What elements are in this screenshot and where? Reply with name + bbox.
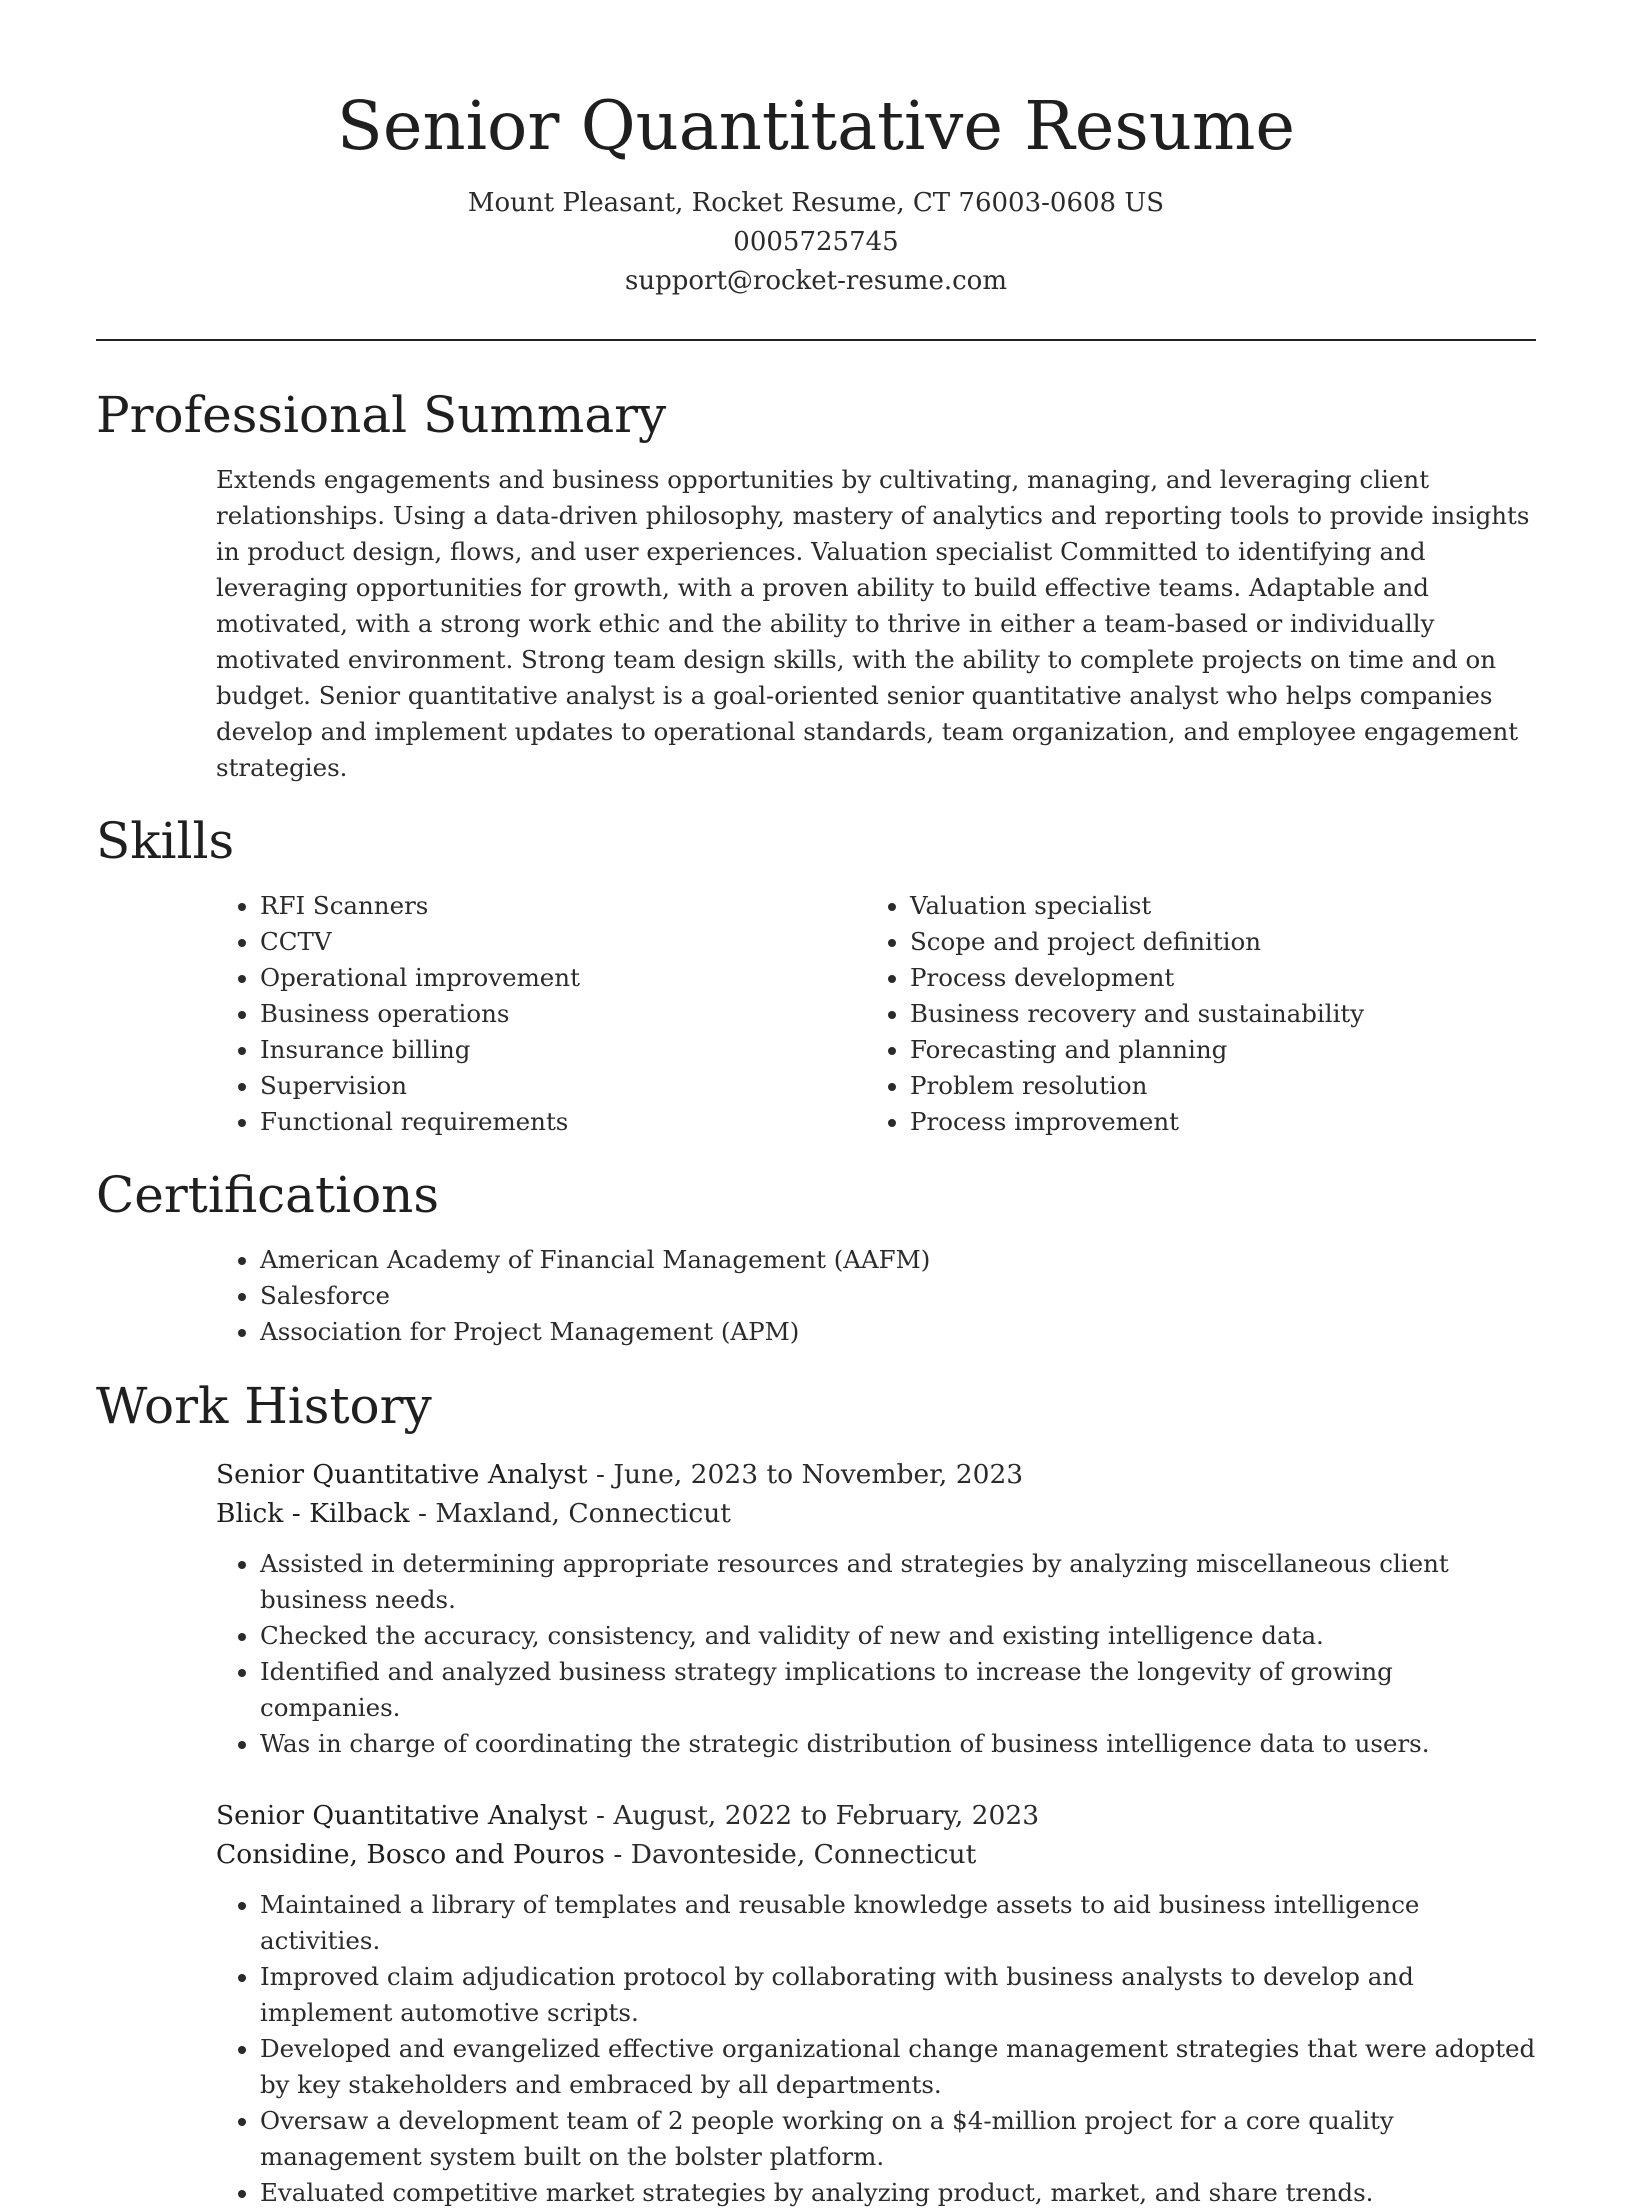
job-bullet: • Oversaw a development team of 2 people working on a $4-million project for a core quality management system built on the bolster platform.	[260, 2103, 1536, 2175]
resume-header	[96, 0, 1536, 301]
skill-item: • Business operations	[260, 996, 866, 1032]
job-company-line: Blick - Kilback - Maxland, Connecticut	[216, 1498, 731, 1529]
job-bullet: • Identified and analyzed business strategy implications to increase the longevity of growing companies.	[260, 1654, 1536, 1726]
job-bullet: • Developed and evangelized effective organizational change management strategies that were adopted by key stakeholders and embraced by all departments.	[260, 2031, 1536, 2103]
job-company-line: Considine, Bosco and Pouros - Davonteside, Connecticut	[216, 1839, 977, 1870]
skill-item: • Functional requirements	[260, 1104, 866, 1140]
job-bullet: • Improved claim adjudication protocol by collaborating with business analysts to develop and implement automotive scripts.	[260, 1959, 1536, 2031]
job-bullet: • Evaluated competitive market strategies by analyzing product, market, and share trends.	[260, 2175, 1536, 2211]
job-location: Maxland, Connecticut	[435, 1498, 731, 1529]
skills-list-left	[216, 888, 866, 1140]
job-role: Senior Quantitative Analyst	[216, 1459, 588, 1490]
skill-item: • RFI Scanners	[260, 888, 866, 924]
job-bullet-list	[216, 1546, 1536, 1762]
job-company: Blick - Kilback	[216, 1498, 410, 1529]
skill-item: • Supervision	[260, 1068, 866, 1104]
skill-item: • Valuation specialist	[910, 888, 1510, 924]
skill-item: • Scope and project definition	[910, 924, 1510, 960]
summary-heading: Professional Summary	[96, 386, 667, 444]
certification-item: • Association for Project Management (APM)	[260, 1314, 1536, 1350]
job-title-line: Senior Quantitative Analyst - August, 2022 to February, 2023	[216, 1800, 1040, 1831]
certifications-heading: Certifications	[96, 1166, 440, 1224]
contact-address: Mount Pleasant, Rocket Resume, CT 76003-0608 US	[467, 188, 1165, 218]
job-bullet: • Was in charge of coordinating the strategic distribution of business intelligence data to users.	[260, 1726, 1536, 1762]
skill-item: • Insurance billing	[260, 1032, 866, 1068]
job-company: Considine, Bosco and Pouros	[216, 1839, 605, 1870]
resume-page	[96, 0, 1536, 2211]
skills-heading: Skills	[96, 812, 235, 870]
contact-phone: 0005725745	[733, 227, 899, 257]
certification-item: • Salesforce	[260, 1278, 1536, 1314]
certifications-list	[216, 1242, 1536, 1350]
job-entry	[216, 1796, 1536, 2211]
job-bullet: • Maintained a library of templates and reusable knowledge assets to aid business intelligence activities.	[260, 1887, 1536, 1959]
job-dates: June, 2023 to November, 2023	[613, 1459, 1024, 1490]
skills-grid	[216, 888, 1536, 1140]
header-divider	[96, 339, 1536, 341]
job-location: Davonteside, Connecticut	[630, 1839, 977, 1870]
contact-email: support@rocket-resume.com	[624, 266, 1007, 296]
work-history-section	[96, 1373, 1536, 2211]
certification-item: • American Academy of Financial Management (AAFM)	[260, 1242, 1536, 1278]
job-bullet: • Checked the accuracy, consistency, and validity of new and existing intelligence data.	[260, 1618, 1536, 1654]
job-title-line: Senior Quantitative Analyst - June, 2023 to November, 2023	[216, 1459, 1024, 1490]
job-entry	[216, 1455, 1536, 1762]
summary-text: Extends engagements and business opportunities by cultivating, managing, and leveraging client relationships. Using a data-driven philosophy, mastery of analytics and reporting tools to provide insights in product design, flows, and user experiences. Valuation specialist Committed to identifying and leveraging opportunities for growth, with a proven ability to build effective teams. Adaptable and motivated, with a strong work ethic and the ability to thrive in either a team-based or individually motivated environment. Strong team design skills, with the ability to complete projects on time and on budget. Senior quantitative analyst is a goal-oriented senior quantitative analyst who helps companies develop and implement updates to operational standards, team organization, and employee engagement strategies.	[216, 465, 1530, 782]
skill-item: • Problem resolution	[910, 1068, 1510, 1104]
skills-list-right	[866, 888, 1510, 1140]
skills-section	[96, 808, 1536, 1140]
candidate-name: Senior Quantitative Resume	[336, 87, 1296, 165]
work-history-heading: Work History	[96, 1377, 432, 1435]
job-role: Senior Quantitative Analyst	[216, 1800, 588, 1831]
job-bullet: • Assisted in determining appropriate resources and strategies by analyzing miscellaneous client business needs.	[260, 1546, 1536, 1618]
summary-section	[96, 382, 1536, 786]
skill-item: • Business recovery and sustainability	[910, 996, 1510, 1032]
skill-item: • Process improvement	[910, 1104, 1510, 1140]
skill-item: • Process development	[910, 960, 1510, 996]
skill-item: • Forecasting and planning	[910, 1032, 1510, 1068]
job-dates: August, 2022 to February, 2023	[613, 1800, 1040, 1831]
certifications-section	[96, 1162, 1536, 1350]
skill-item: • Operational improvement	[260, 960, 866, 996]
job-bullet-list	[216, 1887, 1536, 2211]
skill-item: • CCTV	[260, 924, 866, 960]
